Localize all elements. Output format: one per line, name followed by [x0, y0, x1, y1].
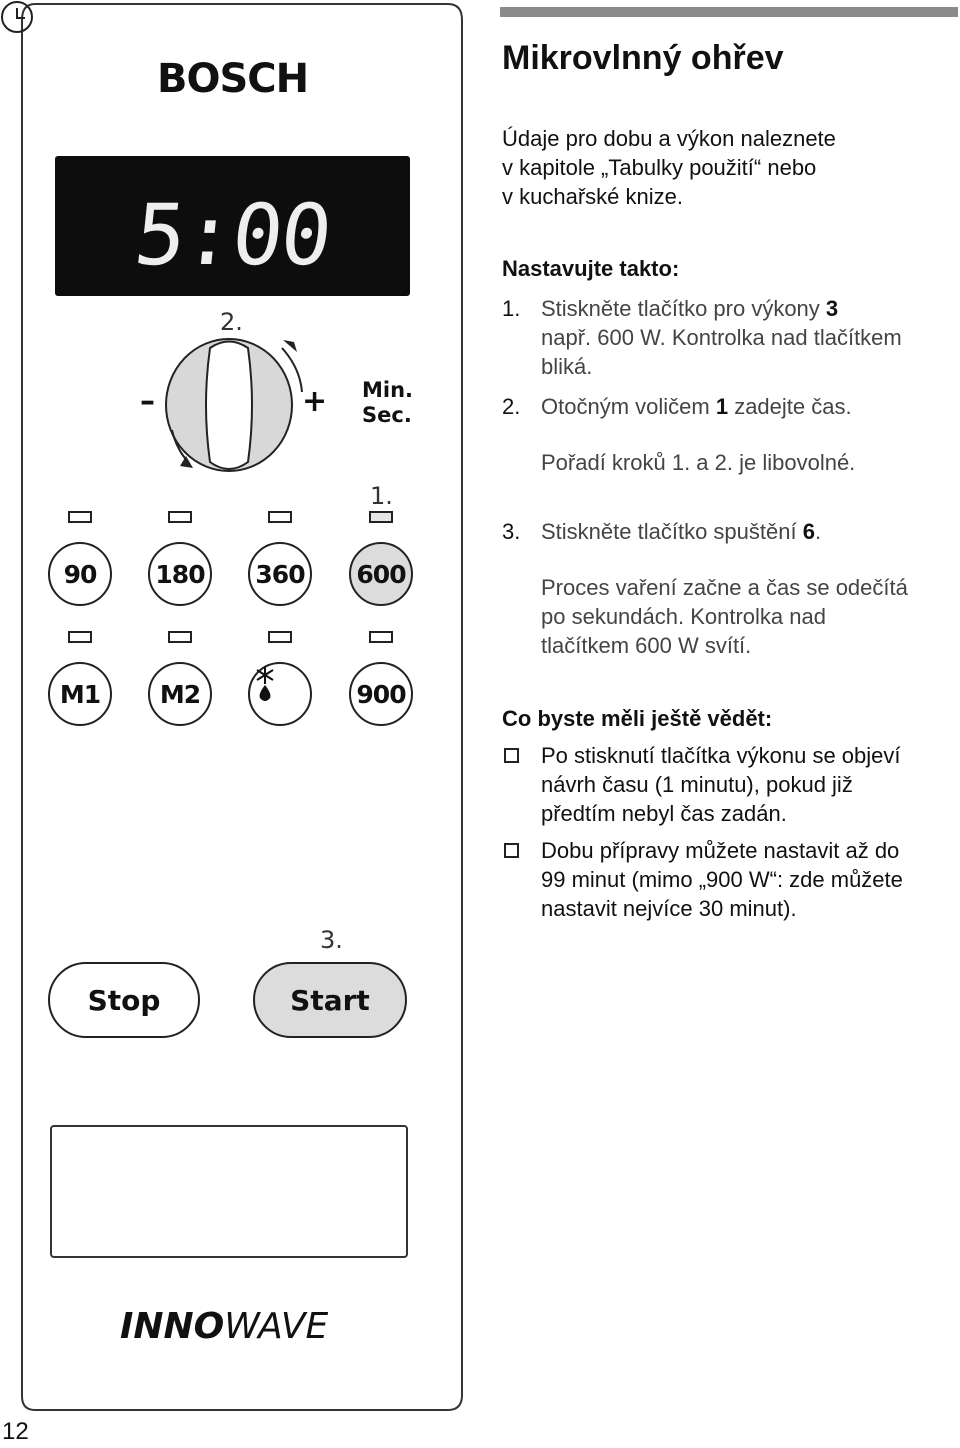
checkbox-bullet-icon: [504, 748, 519, 763]
indicator-light-90: [68, 511, 92, 523]
model-logo-bold: INNO: [120, 1306, 225, 1347]
min-label: Min.: [362, 378, 414, 402]
step-3-note-line-2: po sekundách. Kontrolka nad: [541, 604, 826, 629]
indicator-light-m2: [168, 631, 192, 643]
memory-button-m1[interactable]: M1: [48, 662, 112, 726]
defrost-button[interactable]: [248, 662, 312, 726]
step-1-ref: 3: [825, 296, 839, 321]
model-logo: [120, 1306, 328, 1347]
indicator-light-900: [369, 631, 393, 643]
dial-minus-label: –: [140, 384, 155, 419]
dial-plus-label: +: [302, 384, 328, 419]
indicator-light-defrost: [268, 631, 292, 643]
bullet-1-line-2: návrh času (1 minutu), pokud již: [541, 772, 853, 797]
step-3-ref: 6: [802, 519, 815, 544]
checkbox-bullet-icon: [504, 843, 519, 858]
time-display: [55, 156, 410, 296]
setup-heading: Nastavujte takto:: [502, 256, 680, 281]
model-logo-light: WAVE: [224, 1306, 329, 1347]
start-button[interactable]: Start: [253, 962, 407, 1038]
power-button-180[interactable]: 180: [148, 542, 212, 606]
step-2-line: [541, 392, 852, 421]
power-button-90[interactable]: 90: [48, 542, 112, 606]
defrost-drop-icon: [250, 664, 280, 704]
step-2-number: 2.: [502, 394, 521, 419]
stop-button[interactable]: Stop: [48, 962, 200, 1038]
indicator-light-360: [268, 511, 292, 523]
rotary-dial[interactable]: [166, 339, 292, 471]
bullet-1-line-3: předtím nebyl čas zadán.: [541, 801, 787, 826]
memory-button-m2[interactable]: M2: [148, 662, 212, 726]
power-button-900[interactable]: 900: [349, 662, 413, 726]
indicator-light-600: [369, 511, 393, 523]
step-1-line-2: např. 600 W. Kontrolka nad tlačítkem: [541, 325, 902, 350]
indicator-light-180: [168, 511, 192, 523]
intro-line-1: Údaje pro dobu a výkon naleznete: [502, 126, 836, 151]
min-sec-label: [362, 378, 413, 428]
step-3-text: Stiskněte tlačítko spuštění: [541, 519, 803, 544]
step-2-label: 2.: [220, 308, 243, 336]
step-2-text: Otočným voličem: [541, 394, 716, 419]
step-1-number: 1.: [502, 296, 521, 321]
step-1-line-3: bliká.: [541, 354, 593, 379]
bullet-2-line-1: Dobu přípravy můžete nastavit až do: [541, 838, 900, 863]
power-button-360[interactable]: 360: [248, 542, 312, 606]
step-2-note: Pořadí kroků 1. a 2. je libovolné.: [541, 450, 856, 475]
step-3-note-line-3: tlačítkem 600 W svítí.: [541, 633, 752, 658]
clock-icon[interactable]: [0, 0, 34, 34]
page-title: Mikrovlnný ohřev: [502, 39, 784, 77]
step-3-note-line-1: Proces vaření začne a čas se odečítá: [541, 575, 908, 600]
power-button-600[interactable]: 600: [349, 542, 413, 606]
top-divider-bar: [500, 7, 958, 17]
sec-label: Sec.: [362, 403, 412, 427]
step-3-label: 3.: [320, 926, 343, 954]
indicator-light-m1: [68, 631, 92, 643]
info-heading: Co byste měli ještě vědět:: [502, 706, 773, 731]
bullet-1-line-1: Po stisknutí tlačítka výkonu se objeví: [541, 743, 901, 768]
step-3-tail: .: [814, 519, 822, 544]
bullet-2-line-3: nastavit nejvíce 30 minut).: [541, 896, 797, 921]
bullet-2-line-2: 99 minut (mimo „900 W“: zde můžete: [541, 867, 903, 892]
display-time-readout: 5:00: [130, 186, 335, 284]
step-2-tail: zadejte čas.: [728, 394, 852, 419]
step-1-text: Stiskněte tlačítko pro výkony: [541, 296, 826, 321]
step-3-line: [541, 517, 821, 546]
step-3-number: 3.: [502, 519, 521, 544]
page-number: 12: [2, 1418, 29, 1445]
brand-logo: BOSCH: [157, 56, 309, 102]
intro-line-2: v kapitole „Tabulky použití“ nebo: [502, 155, 817, 180]
step-2-ref: 1: [715, 394, 729, 419]
step-1-line-1: [541, 294, 838, 323]
blank-panel-window: [50, 1125, 408, 1258]
intro-line-3: v kuchařské knize.: [502, 184, 683, 209]
control-panel-illustration: [0, 0, 470, 1420]
step-1-label: 1.: [370, 482, 393, 510]
